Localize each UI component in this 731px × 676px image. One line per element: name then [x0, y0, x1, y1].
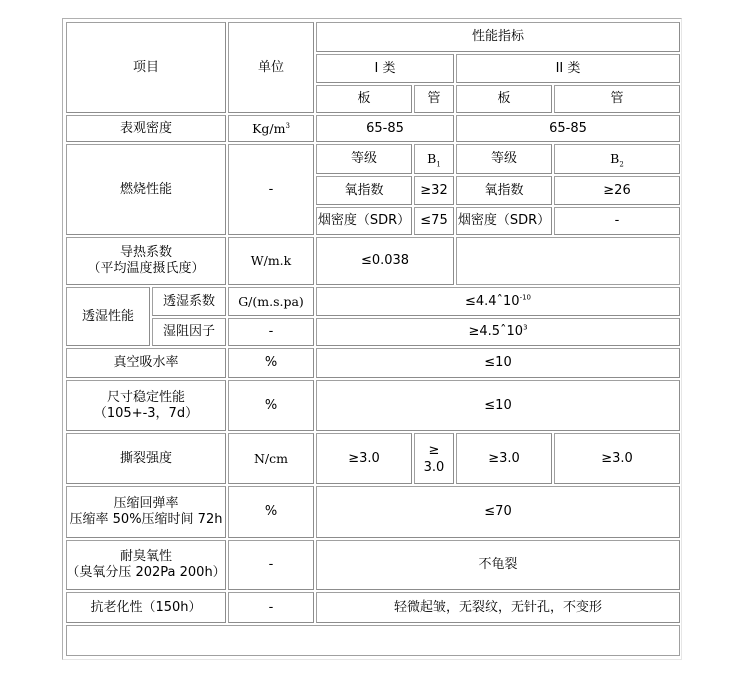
header-unit — [228, 22, 314, 113]
grade-label-c1 — [316, 144, 412, 174]
stability-label — [66, 380, 226, 431]
thermal-label-line1: 导热系数 — [119, 245, 172, 260]
vacuum-label-text: 真空吸水率 — [113, 355, 179, 370]
tear-unit — [228, 433, 314, 484]
ozone-value — [316, 540, 680, 590]
grade-value-c1-text — [427, 151, 441, 167]
moisture-label — [66, 287, 150, 346]
moisture-coef-value-text — [465, 294, 531, 310]
tear-c2-pipe-text: ≥3.0 — [601, 450, 633, 466]
compression-unit — [228, 486, 314, 538]
vacuum-label — [66, 348, 226, 378]
vacuum-unit-text: % — [264, 355, 278, 370]
oxygen-label-c2 — [456, 176, 552, 205]
header-unit-text: 单位 — [257, 59, 284, 75]
ozone-unit-text: - — [268, 557, 274, 572]
header-class2-pipe — [554, 85, 680, 113]
thermal-class2-empty — [456, 237, 680, 285]
stability-label-line1: 尺寸稳定性能 — [106, 389, 185, 405]
compression-label-line1: 压缩回弹率 — [113, 496, 179, 511]
smoke-value-c2-text: - — [614, 213, 620, 228]
compression-label — [66, 486, 226, 538]
smoke-value-c2 — [554, 207, 680, 235]
moisture-coef-base: ≤4.4ˆ10 — [464, 293, 520, 309]
spec-table — [62, 18, 682, 660]
header-class2-board — [456, 85, 552, 113]
grade-label-c1-text: 等级 — [350, 151, 377, 166]
thermal-value — [316, 237, 454, 285]
moisture-factor-base: ≥4.5ˆ10 — [468, 324, 524, 339]
header-item-text: 项目 — [132, 59, 159, 75]
tear-c2-pipe — [554, 433, 680, 484]
tear-c1-pipe-line1: ≥ — [428, 442, 440, 458]
ozone-unit — [228, 540, 314, 590]
burning-label — [66, 144, 226, 235]
tear-c1-board — [316, 433, 412, 484]
density-unit-sup: 3 — [285, 121, 290, 130]
ozone-label-line1: 耐臭氧性 — [119, 549, 172, 564]
moisture-coef-label — [152, 287, 226, 316]
header-class1 — [316, 54, 454, 83]
aging-value — [316, 592, 680, 623]
stability-unit — [228, 380, 314, 431]
smoke-value-c1 — [414, 207, 454, 235]
moisture-factor-exp: 3 — [523, 323, 528, 332]
density-label — [66, 115, 226, 142]
burning-unit-text: - — [268, 181, 274, 197]
compression-unit-text: % — [264, 504, 278, 519]
moisture-factor-label — [152, 318, 226, 346]
grade-label-c2-text: 等级 — [490, 151, 517, 166]
tear-c2-board — [456, 433, 552, 484]
oxygen-label-c1-text: 氧指数 — [344, 182, 384, 198]
smoke-value-c1-text: ≤75 — [420, 213, 448, 228]
grade-c2-sub: 2 — [619, 160, 624, 169]
moisture-coef-unit — [228, 287, 314, 316]
compression-value-text: ≤70 — [484, 504, 512, 519]
header-class1-pipe — [414, 85, 454, 113]
aging-label — [66, 592, 226, 623]
header-class2-pipe-text: 管 — [610, 91, 624, 106]
density-class2 — [456, 115, 680, 142]
grade-value-c1 — [414, 144, 454, 174]
header-item — [66, 22, 226, 113]
ozone-label — [66, 540, 226, 590]
burning-unit — [228, 144, 314, 235]
burning-label-text: 燃烧性能 — [119, 181, 172, 197]
moisture-factor-value — [316, 318, 680, 346]
aging-unit-text: - — [268, 599, 274, 615]
grade-value-c2-text — [610, 151, 624, 167]
aging-label-text: 抗老化性（150h） — [90, 599, 202, 615]
grade-c1-sub: 1 — [436, 160, 441, 169]
thermal-label — [66, 237, 226, 285]
stability-value — [316, 380, 680, 431]
header-class1-pipe-text: 管 — [427, 91, 441, 106]
smoke-label-c2-text: 烟密度（SDR） — [457, 213, 551, 228]
smoke-label-c2 — [456, 207, 552, 235]
thermal-value-text: ≤0.038 — [360, 253, 410, 268]
moisture-label-text: 透湿性能 — [81, 308, 134, 324]
compression-label-line2: 压缩率 50%压缩时间 72h — [69, 512, 223, 527]
stability-value-text: ≤10 — [484, 397, 512, 413]
moisture-coef-unit-text: G/(m.s.pa) — [238, 293, 304, 309]
thermal-unit — [228, 237, 314, 285]
oxygen-value-c2-text: ≥26 — [603, 182, 631, 198]
moisture-coef-exp: -10 — [519, 293, 532, 302]
moisture-coef-label-text: 透湿系数 — [162, 293, 215, 309]
tear-c2-board-text: ≥3.0 — [488, 450, 520, 466]
density-unit-text — [252, 121, 290, 137]
tear-c1-pipe — [414, 433, 454, 484]
grade-c1-base: B — [427, 151, 437, 166]
aging-value-text: 轻微起皱，无裂纹，无针孔，不变形 — [393, 599, 602, 615]
smoke-label-c1 — [316, 207, 412, 235]
oxygen-value-c2 — [554, 176, 680, 205]
oxygen-label-c1 — [316, 176, 412, 205]
smoke-label-c1-text: 烟密度（SDR） — [317, 213, 411, 228]
header-class1-board-text: 板 — [357, 91, 371, 106]
ozone-value-text: 不龟裂 — [478, 557, 518, 572]
compression-value — [316, 486, 680, 538]
stability-label-line2: （105+-3，7d） — [93, 405, 199, 421]
tear-c1-pipe-line2: 3.0 — [423, 459, 445, 475]
empty-footer-row — [66, 625, 680, 656]
moisture-factor-unit — [228, 318, 314, 346]
header-class2 — [456, 54, 680, 83]
thermal-label-line2: （平均温度摄氏度） — [87, 261, 205, 276]
density-label-text: 表观密度 — [119, 120, 172, 136]
moisture-factor-unit-text: - — [268, 324, 274, 339]
vacuum-value-text: ≤10 — [484, 355, 512, 370]
grade-label-c2 — [456, 144, 552, 174]
vacuum-value — [316, 348, 680, 378]
header-performance-text: 性能指标 — [471, 29, 524, 44]
density-class2-text: 65-85 — [549, 120, 587, 136]
tear-label-text: 撕裂强度 — [119, 450, 172, 466]
density-class1-text: 65-85 — [366, 120, 404, 136]
stability-unit-text: % — [264, 397, 278, 413]
oxygen-value-c1 — [414, 176, 454, 205]
ozone-label-line2: （臭氧分压 202Pa 200h） — [66, 565, 226, 580]
header-class2-board-text: 板 — [497, 91, 511, 106]
header-class1-board — [316, 85, 412, 113]
moisture-coef-value — [316, 287, 680, 316]
tear-unit-text: N/cm — [253, 450, 288, 466]
oxygen-label-c2-text: 氧指数 — [484, 182, 524, 198]
density-unit — [228, 115, 314, 142]
oxygen-value-c1-text: ≥32 — [420, 182, 448, 198]
tear-c1-board-text: ≥3.0 — [348, 450, 380, 466]
header-class2-text: II 类 — [555, 60, 581, 76]
density-unit-base: Kg/m — [252, 120, 286, 136]
header-class1-text: I 类 — [374, 60, 396, 76]
header-performance — [316, 22, 680, 52]
aging-unit — [228, 592, 314, 623]
moisture-factor-label-text: 湿阻因子 — [162, 324, 215, 339]
moisture-factor-value-text — [468, 324, 527, 340]
grade-c2-base: B — [610, 151, 620, 166]
density-class1 — [316, 115, 454, 142]
vacuum-unit — [228, 348, 314, 378]
tear-label — [66, 433, 226, 484]
thermal-unit-text: W/m.k — [250, 253, 292, 268]
grade-value-c2 — [554, 144, 680, 174]
